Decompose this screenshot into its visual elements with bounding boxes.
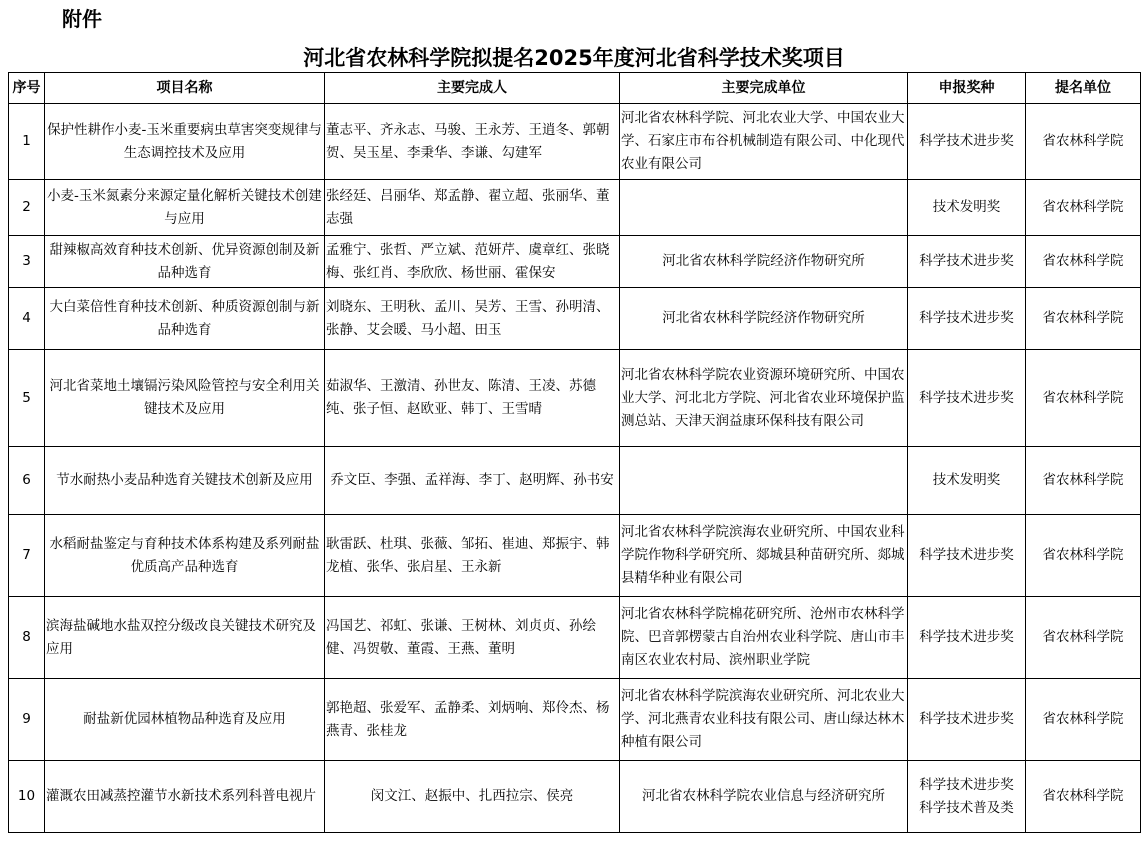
row-project-name: 耐盐新优园林植物品种选育及应用 [45,679,325,761]
row-award-primary: 科学技术进步奖 [919,310,1014,326]
document-title: 河北省农林科学院拟提名2025年度河北省科学技术奖项目 [303,46,845,70]
header-no: 序号 [9,73,45,104]
row-org: 河北省农林科学院农业资源环境研究所、中国农业大学、河北北方学院、河北省农业环境保护监测总站、天津天润益康环保科技有限公司 [620,350,908,447]
row-project-name: 小麦-玉米氮素分来源定量化解析关键技术创建与应用 [45,180,325,236]
row-people: 耿雷跃、杜琪、张薇、邹拓、崔迪、郑振宇、韩龙植、张华、张启星、王永新 [325,515,620,597]
row-award-primary: 科学技术进步奖 [919,629,1014,645]
row-award-primary: 科学技术进步奖 [919,253,1014,269]
row-people: 张经廷、吕丽华、郑孟静、翟立超、张丽华、董志强 [325,180,620,236]
row-nominator: 省农林科学院 [1026,679,1141,761]
table-row [9,288,1141,350]
header-people: 主要完成人 [325,73,620,104]
row-people: 闵文江、赵振中、扎西拉宗、侯亮 [325,761,620,833]
project-table [8,72,1141,833]
row-org: 河北省农林科学院经济作物研究所 [620,288,908,350]
header-nominator: 提名单位 [1026,73,1141,104]
row-project-name: 节水耐热小麦品种选育关键技术创新及应用 [45,447,325,515]
row-nominator: 省农林科学院 [1026,104,1141,180]
row-org [620,447,908,515]
row-no: 4 [9,288,45,350]
row-nominator: 省农林科学院 [1026,761,1141,833]
row-no: 2 [9,180,45,236]
table-row [9,104,1141,180]
row-award [908,104,1026,180]
row-project-name: 灌溉农田减蒸控灌节水新技术系列科普电视片 [45,761,325,833]
row-people: 茹淑华、王激清、孙世友、陈清、王凌、苏德纯、张子恒、赵欧亚、韩丁、王雪晴 [325,350,620,447]
table-row [9,679,1141,761]
row-award [908,236,1026,288]
row-org: 河北省农林科学院滨海农业研究所、中国农业科学院作物科学研究所、郯城县种苗研究所、郯城县精华种业有限公司 [620,515,908,597]
table-row [9,447,1141,515]
row-no: 1 [9,104,45,180]
row-award-primary: 科学技术进步奖 [919,547,1014,563]
row-people: 董志平、齐永志、马骏、王永芳、王逍冬、郭朝贺、吴玉星、李秉华、李谦、勾建军 [325,104,620,180]
row-award-primary: 技术发明奖 [932,199,1001,215]
row-award [908,180,1026,236]
row-award-secondary: 科学技术普及类 [919,799,1014,816]
row-org: 河北省农林科学院、河北农业大学、中国农业大学、石家庄市布谷机械制造有限公司、中化现代农业有限公司 [620,104,908,180]
row-nominator: 省农林科学院 [1026,236,1141,288]
row-org: 河北省农林科学院滨海农业研究所、河北农业大学、河北燕青农业科技有限公司、唐山绿达林木种植有限公司 [620,679,908,761]
table-row [9,597,1141,679]
row-org: 河北省农林科学院棉花研究所、沧州市农林科学院、巴音郭楞蒙古自治州农业科学院、唐山市丰南区农业农村局、滨州职业学院 [620,597,908,679]
row-people: 冯国艺、祁虹、张谦、王树林、刘贞贞、孙绘健、冯贺敬、董霞、王燕、董明 [325,597,620,679]
table-row [9,236,1141,288]
row-project-name: 甜辣椒高效育种技术创新、优异资源创制及新品种选育 [45,236,325,288]
row-no: 8 [9,597,45,679]
attachment-label: 附件 [62,7,102,31]
row-no: 10 [9,761,45,833]
table-row [9,761,1141,833]
row-no: 9 [9,679,45,761]
row-award [908,515,1026,597]
row-org: 河北省农林科学院经济作物研究所 [620,236,908,288]
row-people: 孟雅宁、张哲、严立斌、范妍芹、虞章红、张晓梅、张红肖、李欣欣、杨世丽、霍保安 [325,236,620,288]
row-people: 乔文臣、李强、孟祥海、李丁、赵明辉、孙书安 [325,447,620,515]
row-org [620,180,908,236]
row-people: 刘晓东、王明秋、孟川、吴芳、王雪、孙明清、张静、艾会暖、马小超、田玉 [325,288,620,350]
header-org: 主要完成单位 [620,73,908,104]
row-award-primary: 科学技术进步奖 [919,133,1014,149]
row-award-primary: 科学技术进步奖 [919,389,1014,406]
row-award [908,447,1026,515]
row-award [908,597,1026,679]
row-nominator: 省农林科学院 [1026,180,1141,236]
row-no: 7 [9,515,45,597]
row-award [908,288,1026,350]
row-nominator: 省农林科学院 [1026,515,1141,597]
row-award [908,679,1026,761]
row-award-primary: 技术发明奖 [932,472,1001,488]
row-award [908,350,1026,447]
row-nominator: 省农林科学院 [1026,288,1141,350]
row-project-name: 大白菜倍性育种技术创新、种质资源创制与新品种选育 [45,288,325,350]
row-project-name: 保护性耕作小麦-玉米重要病虫草害突变规律与生态调控技术及应用 [45,104,325,180]
header-name: 项目名称 [45,73,325,104]
row-nominator: 省农林科学院 [1026,447,1141,515]
row-no: 6 [9,447,45,515]
row-project-name: 河北省菜地土壤镉污染风险管控与安全利用关键技术及应用 [45,350,325,447]
row-award-primary: 科学技术进步奖 [919,776,1014,793]
row-project-name: 滨海盐碱地水盐双控分级改良关键技术研究及应用 [45,597,325,679]
row-award-primary: 科学技术进步奖 [919,711,1014,727]
table-header-row [9,73,1141,104]
header-award: 申报奖种 [908,73,1026,104]
row-people: 郭艳超、张爱军、孟静柔、刘炳响、郑伶杰、杨燕青、张桂龙 [325,679,620,761]
row-award [908,761,1026,833]
row-nominator: 省农林科学院 [1026,350,1141,447]
row-no: 5 [9,350,45,447]
table-row [9,350,1141,447]
table-row [9,515,1141,597]
table-row [9,180,1141,236]
row-org: 河北省农林科学院农业信息与经济研究所 [620,761,908,833]
row-nominator: 省农林科学院 [1026,597,1141,679]
row-no: 3 [9,236,45,288]
row-project-name: 水稻耐盐鉴定与育种技术体系构建及系列耐盐优质高产品种选育 [45,515,325,597]
